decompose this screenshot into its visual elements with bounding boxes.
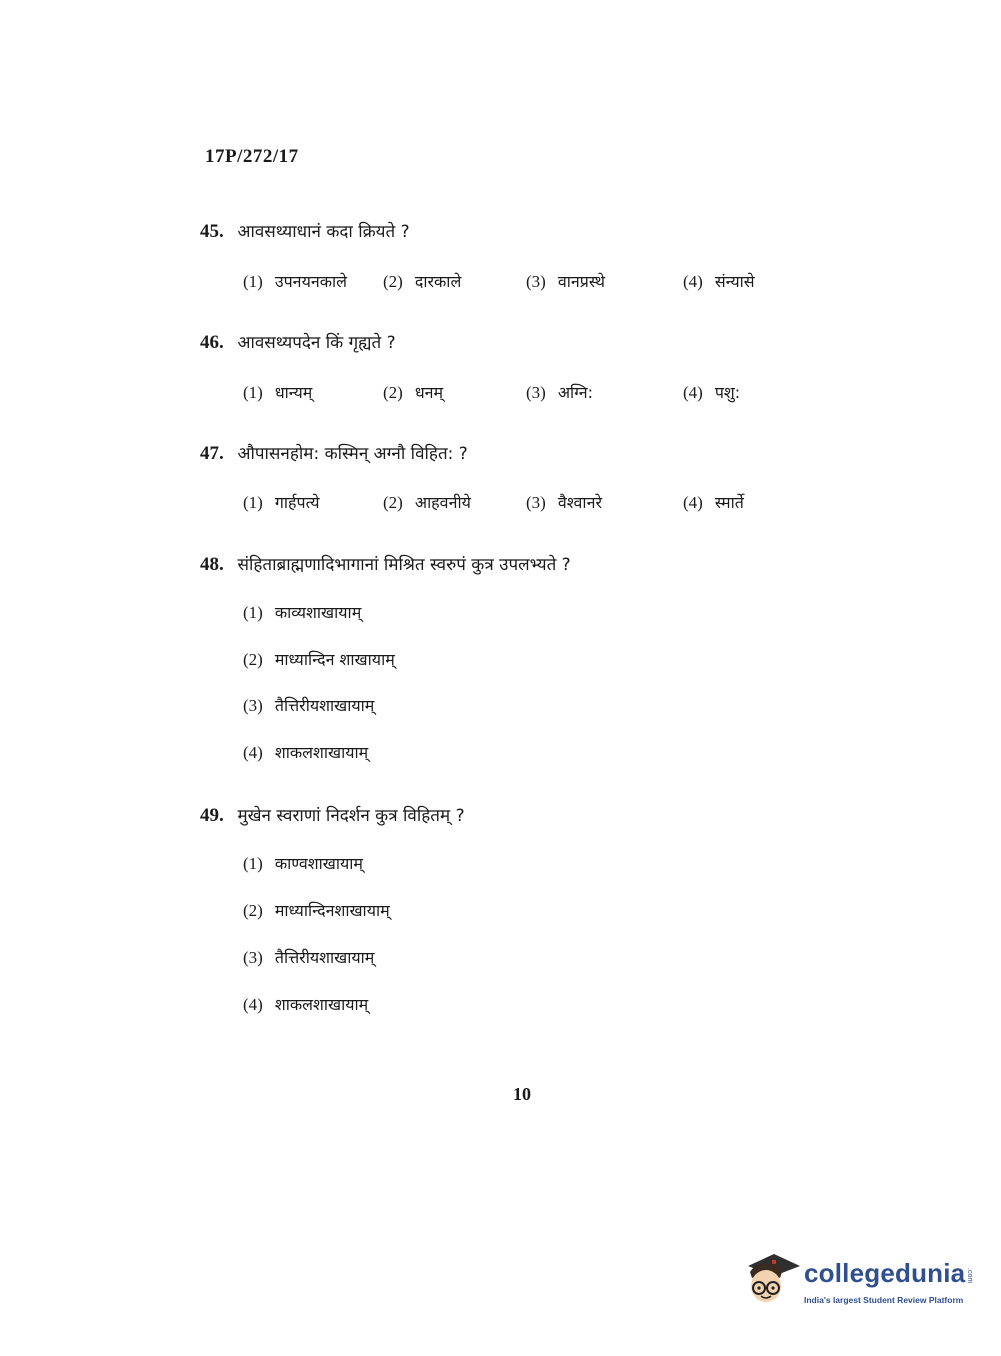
option-number: (2) [383,493,403,512]
collegedunia-logo[interactable] [742,1250,972,1312]
option-text: पशु: [714,383,741,402]
option-text: अग्नि: [557,383,593,402]
option-text: तैत्तिरीयशाखायाम् [274,696,375,715]
option-number: (4) [683,493,703,512]
question-49 [200,804,465,828]
option-text: वानप्रस्थे [557,272,605,291]
option-number: (3) [526,272,546,291]
option-number: (1) [243,383,263,402]
option-number: (4) [683,383,703,402]
question-46 [200,331,396,355]
option-text: गार्हपत्ये [274,493,320,512]
option-4 [243,741,368,767]
option-1 [243,601,361,627]
option-number: (4) [243,995,263,1014]
option-4 [683,270,755,292]
question-text: औपासनहोम: कस्मिन् अग्नौ विहित: ? [237,444,468,464]
option-text: दारकाले [414,272,462,291]
option-text: माध्यान्दिनशाखायाम् [274,901,390,920]
question-number: 45. [200,221,224,242]
option-number: (3) [243,696,263,715]
option-1 [243,270,347,292]
option-3 [526,270,605,292]
question-number: 47. [200,443,224,464]
option-text: वैश्वानरे [557,493,602,512]
question-48 [200,553,571,577]
option-2 [383,381,443,403]
option-number: (2) [243,901,263,920]
option-text: धनम् [414,383,444,402]
option-text: आहवनीये [414,493,471,512]
option-number: (3) [526,493,546,512]
option-number: (4) [243,743,263,762]
option-number: (4) [683,272,703,291]
option-4 [683,381,740,403]
mascot-icon [742,1250,800,1310]
page-number: 10 [513,1084,531,1104]
options-row-47 [243,491,803,517]
option-text: शाकलशाखायाम् [274,995,369,1014]
options-row-45 [243,270,803,296]
option-text: काव्यशाखायाम् [274,603,362,622]
question-number: 46. [200,332,224,353]
options-row-46 [243,381,803,407]
option-number: (1) [243,603,263,622]
logo-tagline: India's largest Student Review Platform [804,1295,964,1305]
option-text: संन्यासे [714,272,755,291]
option-4 [243,993,368,1019]
option-3 [243,694,374,720]
option-3 [526,491,602,513]
option-text: धान्यम् [274,383,313,402]
option-text: उपनयनकाले [274,272,348,291]
question-number: 49. [200,805,224,826]
option-text: शाकलशाखायाम् [274,743,369,762]
option-3 [243,946,374,972]
option-number: (1) [243,854,263,873]
option-4 [683,491,744,513]
option-1 [243,852,363,878]
option-2 [383,270,461,292]
question-47 [200,442,468,466]
option-2 [383,491,471,513]
question-45 [200,220,410,244]
option-3 [526,381,593,403]
question-text: आवसथ्याधानं कदा क्रियते ? [237,222,410,242]
option-number: (1) [243,493,263,512]
paper-code: 17P/272/17 [205,146,299,167]
question-number: 48. [200,554,224,575]
question-text: आवसथ्यपदेन किं गृह्यते ? [237,333,396,353]
question-text: मुखेन स्वराणां निदर्शन कुत्र विहितम् ? [237,806,465,826]
option-number: (2) [243,650,263,669]
option-number: (1) [243,272,263,291]
logo-wordmark: collegedunia [804,1258,966,1288]
option-text: माध्यान्दिन शाखायाम् [274,650,395,669]
option-number: (3) [526,383,546,402]
option-text: स्मार्ते [714,493,744,512]
option-1 [243,381,312,403]
option-text: तैत्तिरीयशाखायाम् [274,948,375,967]
option-text: काण्वशाखायाम् [274,854,364,873]
question-text: संहिताब्राह्मणादिभागानां मिश्रित स्वरुपं कुत्र उपलभ्यते ? [237,555,571,575]
option-2 [243,648,395,674]
logo-suffix: .com [966,1268,973,1284]
option-1 [243,491,319,513]
option-2 [243,899,390,925]
option-number: (2) [383,383,403,402]
option-number: (3) [243,948,263,967]
option-number: (2) [383,272,403,291]
